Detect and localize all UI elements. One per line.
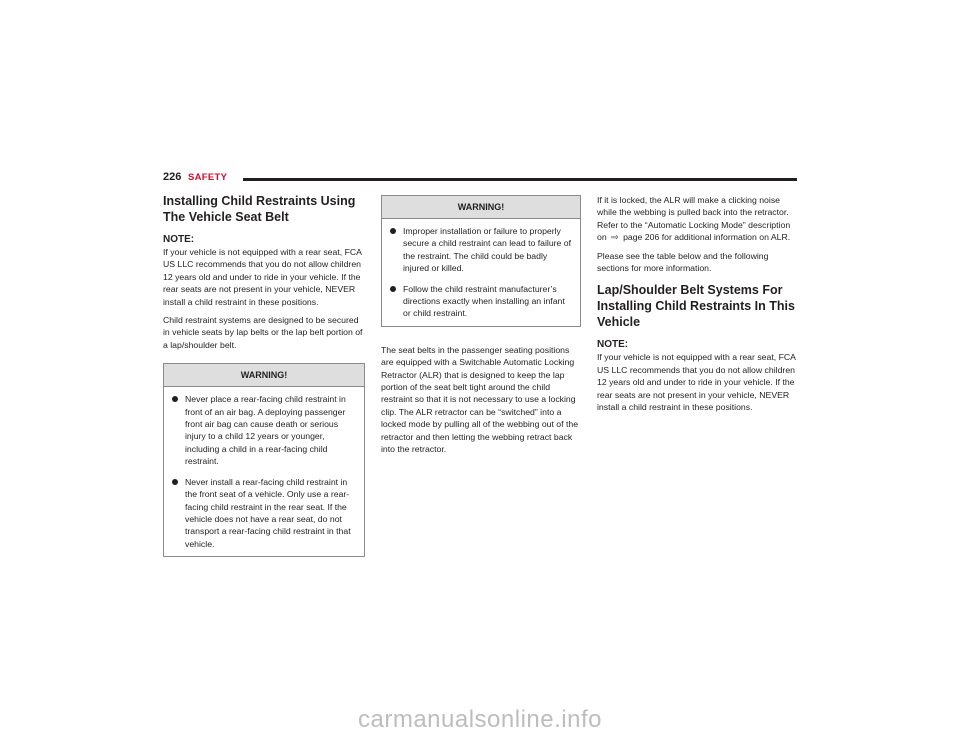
warning-box <box>381 195 581 327</box>
page-reference-link[interactable]: page 206 for additional information on ALR. <box>623 232 791 243</box>
arrow-right-icon: ⇨ <box>611 232 619 243</box>
page-number: 226 <box>163 171 182 183</box>
warning-item <box>390 225 572 275</box>
page-header <box>163 171 797 187</box>
section-title: SAFETY <box>188 172 228 183</box>
bullet-icon <box>172 479 178 485</box>
note-label: NOTE: <box>163 234 195 245</box>
note-text: If your vehicle is not equipped with a rear seat, FCA US LLC recommends that you do not allow children 12 years old and under to ride in your vehicle. If the rear seats are not present in your vehicle, NEVER install a child restraint in these positions. <box>597 352 796 413</box>
note-text: If your vehicle is not equipped with a rear seat, FCA US LLC recommends that you do not allow children 12 years old and under to ride in your vehicle. If the rear seats are not present in your vehicle, NEVER install a child restraint in these positions. <box>163 247 362 307</box>
paragraph-text: If it is locked, the ALR will make a clicking noise while the webbing is pulled back into the retractor. Refer to the “Automatic Locking Mode” description on <box>597 195 791 243</box>
column-right <box>597 193 797 419</box>
bullet-icon <box>390 286 396 292</box>
column-middle <box>381 193 581 462</box>
warning-list <box>382 219 580 326</box>
column-left <box>163 193 365 557</box>
bullet-icon <box>390 228 396 234</box>
warning-text: Never install a rear-facing child restraint in the front seat of a vehicle. Only use a rear-facing child restraint in the rear seat. If the vehicle does not have a rear seat, do not transport a rear-facing child restraint in that vehicle. <box>185 476 351 549</box>
section-heading: Lap/Shoulder Belt Systems For Installing Child Restraints In This Vehicle <box>597 283 795 330</box>
body-paragraph <box>597 194 797 244</box>
warning-box <box>163 363 365 557</box>
warning-text: Never place a rear-facing child restraint in front of an air bag. A deploying passenger front air bag can cause death or serious injury to a child 12 years or younger, including a child in a rear-facing child restraint. <box>185 394 346 467</box>
warning-item <box>390 283 572 320</box>
body-paragraph: Please see the table below and the following sections for more information. <box>597 250 769 274</box>
section-heading: Installing Child Restraints Using The Vehicle Seat Belt <box>163 194 356 224</box>
warning-text: Improper installation or failure to properly secure a child restraint can lead to failure of the restraint. The child could be badly injured or killed. <box>403 226 572 274</box>
warning-item <box>172 393 356 467</box>
warning-title: WARNING! <box>164 364 364 387</box>
body-paragraph: Child restraint systems are designed to be secured in vehicle seats by lap belts or the lap belt portion of a lap/shoulder belt. <box>163 315 363 350</box>
bullet-icon <box>172 396 178 402</box>
warning-list <box>164 387 364 556</box>
watermark: carmanualsonline.info <box>358 706 602 733</box>
warning-title: WARNING! <box>382 196 580 219</box>
header-rule <box>243 178 797 181</box>
warning-text: Follow the child restraint manufacturer’s directions exactly when installing an infant or child restraint. <box>403 283 565 319</box>
note-label: NOTE: <box>597 339 629 351</box>
body-paragraph: The seat belts in the passenger seating positions are equipped with a Switchable Automatic Locking Retractor (ALR) that is designed to keep the lap portion of the seat belt tight around the child restraint so that it is not necessary to use a locking clip. The ALR retractor can be “switched” into a locked mode by pulling all of the webbing out of the retractor and then letting the webbing retract back into the retractor. <box>381 344 579 455</box>
warning-item <box>172 476 356 550</box>
